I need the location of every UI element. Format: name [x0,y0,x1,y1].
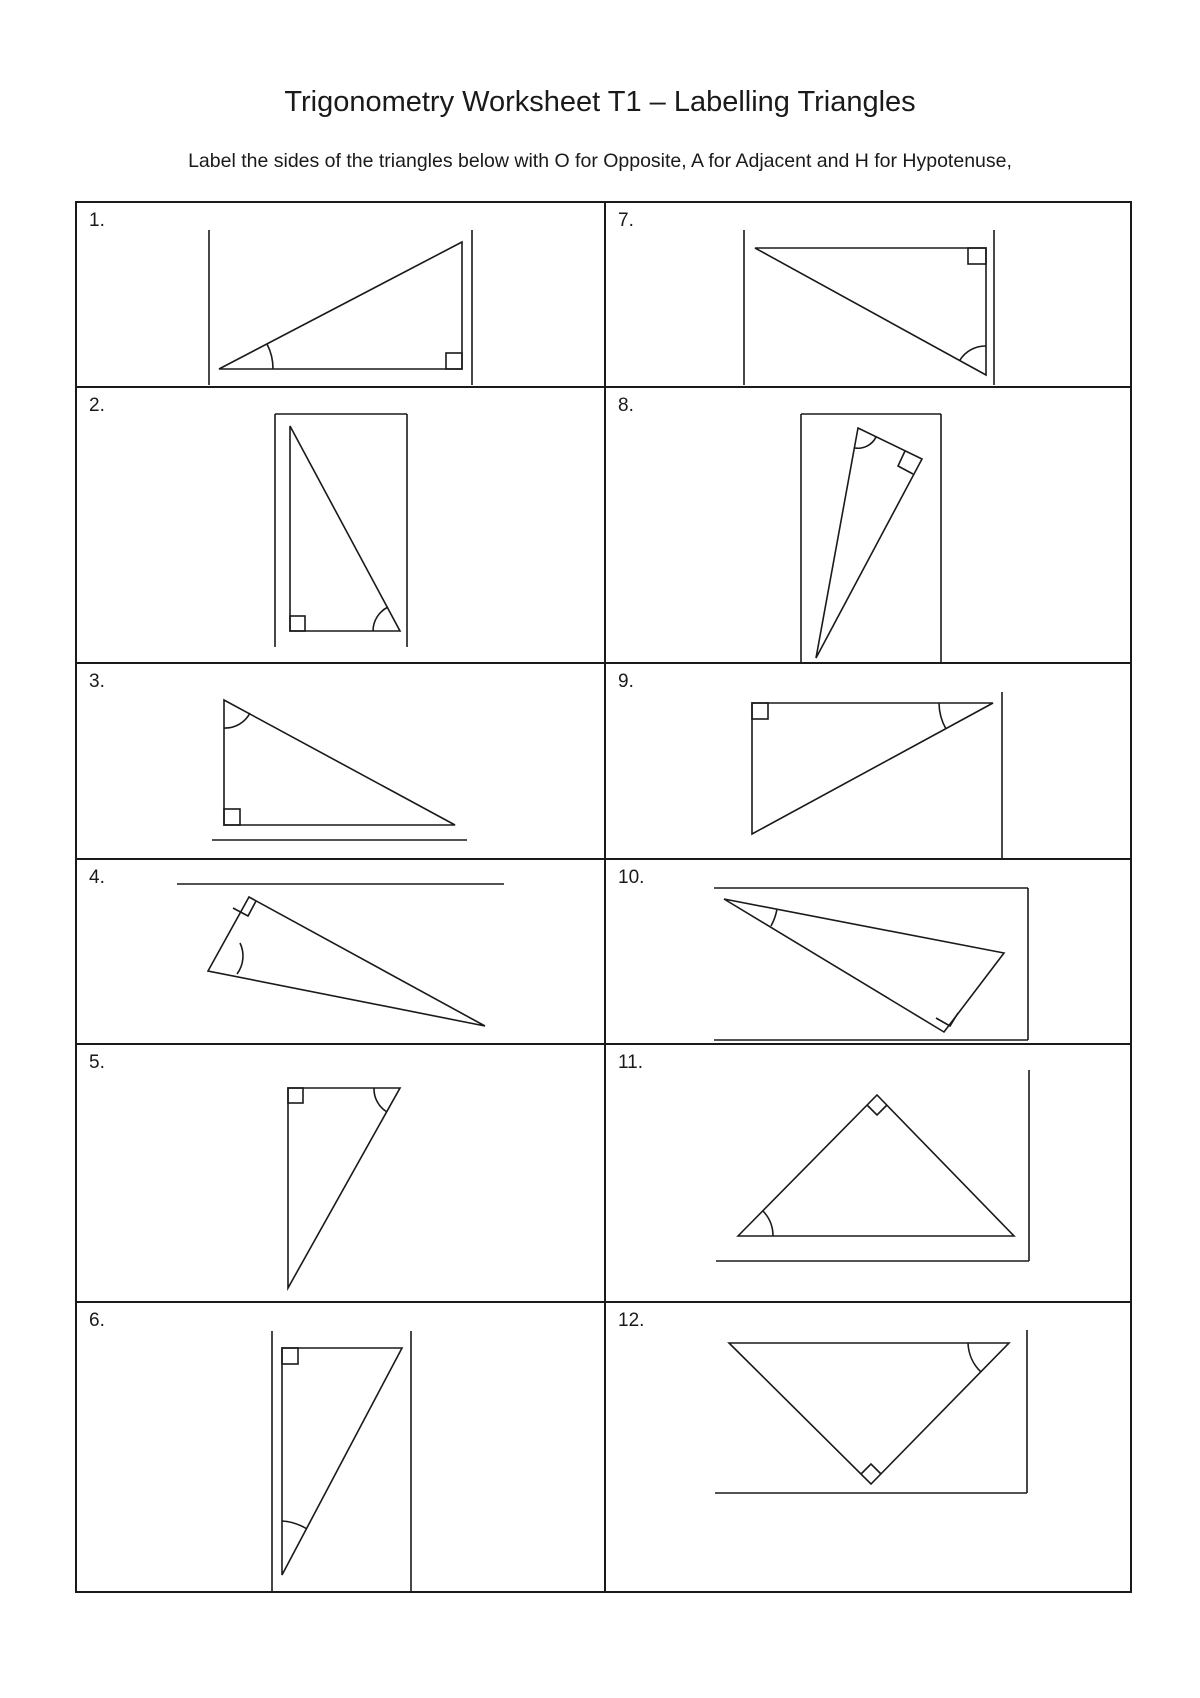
question-cell-1 [77,203,604,386]
question-cell-10 [606,860,1130,1043]
triangle-diagram-4 [77,860,604,1043]
question-cell-8 [606,388,1130,662]
worksheet-instructions: Label the sides of the triangles below with O for Opposite, A for Adjacent and H for Hypotenuse, [188,150,1012,172]
question-number: 6. [89,1310,105,1331]
question-cell-5 [77,1045,604,1301]
triangle-diagram-6 [77,1303,604,1591]
triangle-diagram-2 [77,388,604,662]
question-number: 3. [89,671,105,692]
triangle-diagram-12 [606,1303,1130,1591]
triangle-diagram-11 [606,1045,1130,1301]
question-number: 2. [89,395,105,416]
question-number: 12. [618,1310,645,1331]
question-number: 9. [618,671,634,692]
question-cell-4 [77,860,604,1043]
question-cell-12 [606,1303,1130,1591]
question-number: 11. [618,1052,644,1073]
question-number: 1. [89,210,105,231]
triangle-diagram-7 [606,203,1130,386]
triangle-diagram-8 [606,388,1130,662]
triangle-diagram-9 [606,664,1130,858]
question-cell-2 [77,388,604,662]
question-number: 4. [89,867,105,888]
question-grid [75,201,1132,1593]
question-cell-6 [77,1303,604,1591]
triangle-diagram-10 [606,860,1130,1043]
question-cell-7 [606,203,1130,386]
question-number: 8. [618,395,634,416]
question-cell-3 [77,664,604,858]
question-cell-11 [606,1045,1130,1301]
question-number: 10. [618,867,645,888]
question-number: 7. [618,210,634,231]
question-cell-9 [606,664,1130,858]
triangle-diagram-1 [77,203,604,386]
triangle-diagram-3 [77,664,604,858]
worksheet-title: Trigonometry Worksheet T1 – Labelling Triangles [284,86,916,118]
triangle-diagram-5 [77,1045,604,1301]
question-number: 5. [89,1052,105,1073]
